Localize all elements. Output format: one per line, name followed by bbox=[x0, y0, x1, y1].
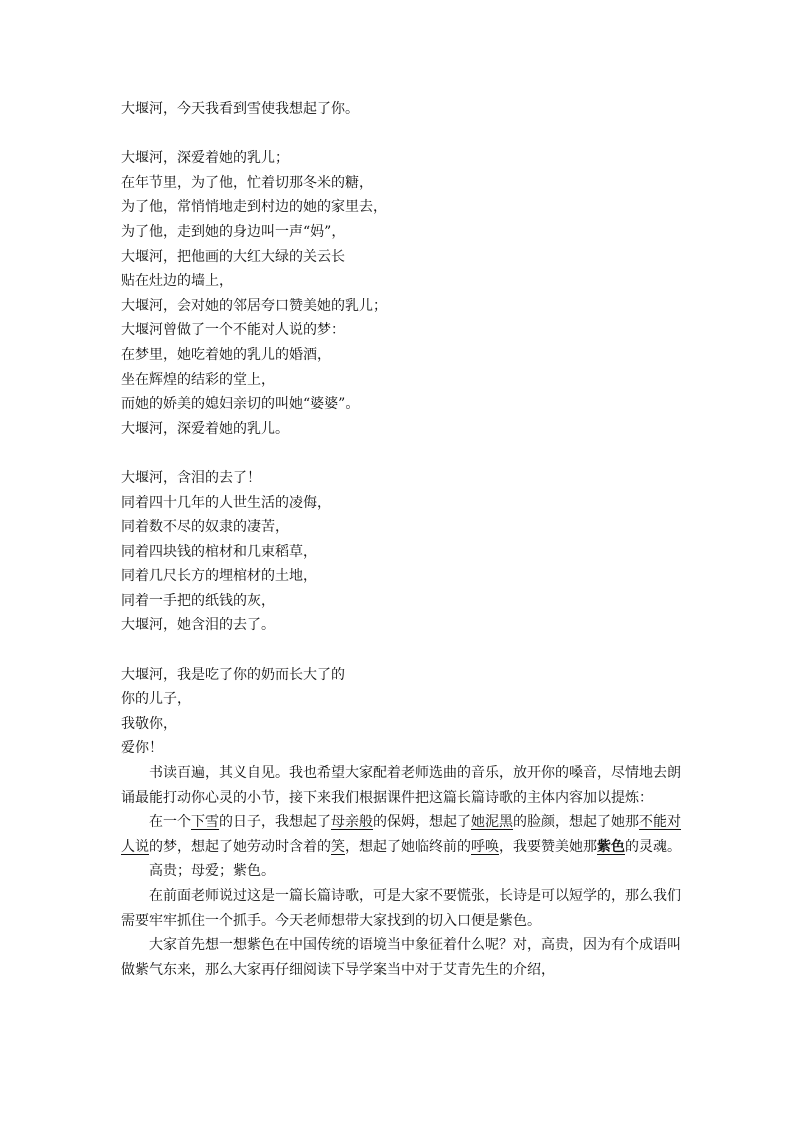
poem-line: 贴在灶边的墙上， bbox=[121, 273, 233, 290]
poem-line: 大堰河，我是吃了你的奶而长大了的 bbox=[121, 666, 345, 683]
text-run: ，想起了她临终前的 bbox=[345, 838, 471, 855]
keywords-paragraph: 高贵；母爱；紫色。 bbox=[149, 863, 275, 880]
poem-line: 同着几尺长方的埋棺材的土地， bbox=[121, 568, 317, 585]
poem-line: 而她的娇美的媳妇亲切的叫她“婆婆”。 bbox=[121, 396, 360, 413]
poem-line: 我敬你， bbox=[121, 715, 177, 732]
underlined-keyword: 笑 bbox=[331, 838, 345, 855]
blank-line bbox=[121, 122, 681, 147]
text-run: 的保姆，想起了 bbox=[373, 814, 471, 831]
summary-paragraph bbox=[121, 810, 681, 859]
underlined-keyword: 她泥黑 bbox=[471, 814, 513, 831]
text-run: ，我要赞美她那 bbox=[499, 838, 597, 855]
underlined-keyword: 下雪 bbox=[191, 814, 219, 831]
poem-line: 大堰河，含泪的去了！ bbox=[121, 469, 261, 486]
poem-line: 在梦里，她吃着她的乳儿的婚酒， bbox=[121, 346, 331, 363]
poem-stanza-2 bbox=[121, 146, 681, 441]
commentary-paragraph: 在前面老师说过这是一篇长篇诗歌，可是大家不要慌张，长诗是可以短学的，那么我们需要牢牢抓住一个抓手。今天老师想带大家找到的切入口便是紫色。 bbox=[121, 888, 681, 929]
underlined-bold-keyword: 紫色 bbox=[597, 838, 625, 855]
text-run: 的梦，想起了她劳动时含着的 bbox=[149, 838, 331, 855]
poem-line: 在年节里，为了他，忙着切那冬米的糖， bbox=[121, 174, 373, 191]
text-run: 的脸颜，想起了她那 bbox=[513, 814, 639, 831]
poem-line: 大堰河，深爱着她的乳儿。 bbox=[121, 420, 289, 437]
document-page bbox=[121, 97, 681, 982]
poem-stanza-3 bbox=[121, 466, 681, 638]
poem-line: 大堰河，把他画的大红大绿的关云长 bbox=[121, 248, 345, 265]
text-run: 在一个 bbox=[149, 814, 191, 831]
poem-stanza-4 bbox=[121, 663, 681, 761]
underlined-keyword: 呼唤 bbox=[471, 838, 499, 855]
poem-line: 大堰河，她含泪的去了。 bbox=[121, 617, 275, 634]
commentary-paragraph: 大家首先想一想紫色在中国传统的语境当中象征着什么呢？对，高贵，因为有个成语叫做紫气东来，那么大家再仔细阅读下导学案当中对于艾青先生的介绍， bbox=[121, 937, 681, 978]
poem-line: 同着一手把的纸钱的灰， bbox=[121, 592, 275, 609]
blank-line bbox=[121, 638, 681, 663]
poem-line: 大堰河曾做了一个不能对人说的梦： bbox=[121, 322, 345, 339]
poem-line: 大堰河，深爱着她的乳儿； bbox=[121, 150, 289, 167]
poem-line: 同着数不尽的奴隶的凄苦， bbox=[121, 519, 289, 536]
poem-line: 同着四块钱的棺材和几束稻草， bbox=[121, 543, 317, 560]
poem-line: 你的儿子， bbox=[121, 691, 191, 708]
blank-line bbox=[121, 441, 681, 466]
commentary-paragraph: 书读百遍，其义自见。我也希望大家配着老师选曲的音乐，放开你的嗓音，尽情地去朗诵最能打动你心灵的小节，接下来我们根据课件把这篇长篇诗歌的主体内容加以提炼： bbox=[121, 765, 681, 806]
poem-line: 爱你！ bbox=[121, 740, 163, 757]
underlined-keyword: 母亲般 bbox=[331, 814, 373, 831]
poem-opening: 大堰河，今天我看到雪使我想起了你。 bbox=[121, 101, 359, 117]
underlined-keyword: 不能对人说 bbox=[121, 814, 681, 855]
poem-line: 为了他，常悄悄地走到村边的她的家里去， bbox=[121, 199, 387, 216]
poem-line: 为了他，走到她的身边叫一声“妈”， bbox=[121, 223, 346, 240]
text-run: 的日子，我想起了 bbox=[219, 814, 331, 831]
poem-line: 同着四十几年的人世生活的凌侮， bbox=[121, 494, 331, 511]
poem-line: 大堰河，会对她的邻居夸口赞美她的乳儿； bbox=[121, 297, 387, 314]
poem-line: 坐在辉煌的结彩的堂上， bbox=[121, 371, 275, 388]
text-run: 的灵魂。 bbox=[625, 838, 681, 855]
